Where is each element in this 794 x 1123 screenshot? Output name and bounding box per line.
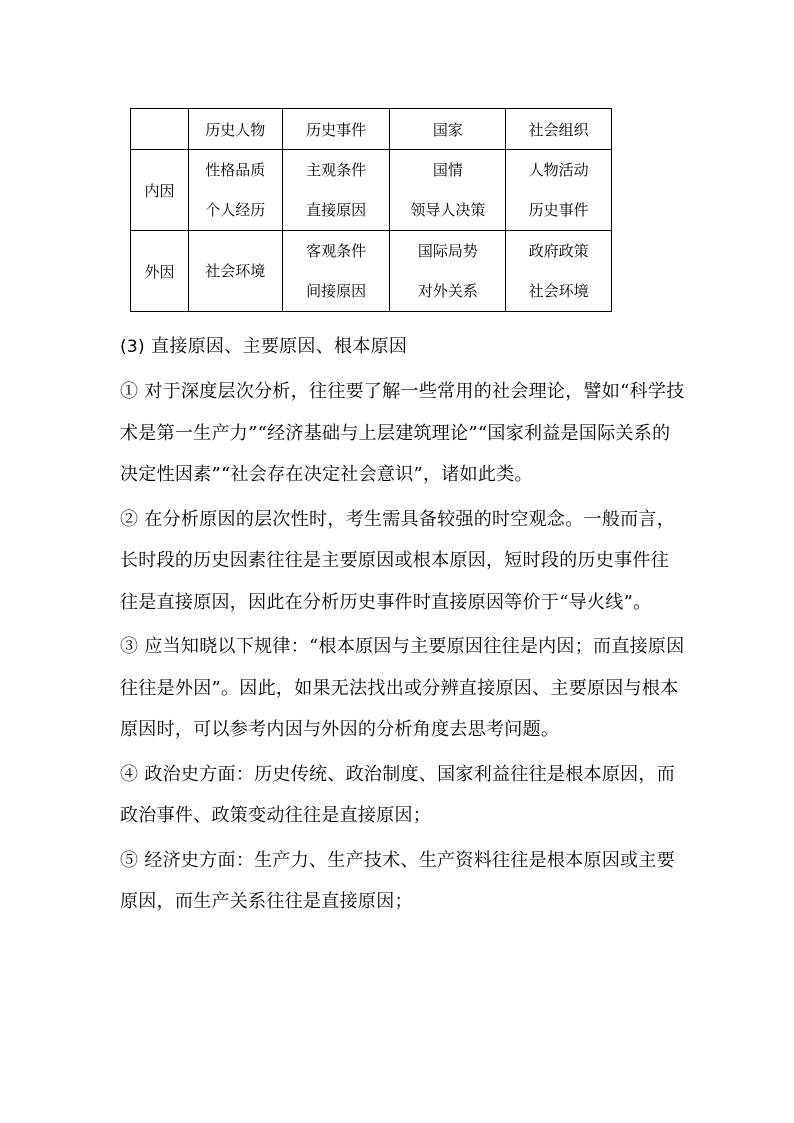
table-cell [188, 150, 282, 231]
table-cell [390, 231, 506, 312]
cell-line: 历史事件 [528, 201, 589, 219]
cell-line: 性格品质 [205, 161, 266, 179]
cell-line: 领导人决策 [410, 201, 486, 219]
table-cell [188, 231, 282, 312]
cell-line: 间接原因 [306, 282, 367, 300]
table-cell [282, 150, 390, 231]
table-header-cell: 国家 [390, 109, 506, 150]
cell-line: 主观条件 [306, 161, 367, 179]
table-header-cell: 历史事件 [282, 109, 390, 150]
factor-table [130, 108, 612, 312]
table-row [131, 150, 612, 231]
table-header-cell: 历史人物 [188, 109, 282, 150]
cell-line: 人物活动 [528, 161, 589, 179]
paragraph: ③ 应当知晓以下规律：“根本原因与主要原因往往是内因；而直接原因往往是外因”。因此，如果无法找出或分辨直接原因、主要原因与根本原因时，可以参考内因与外因的分析角度去思考问题。 [120, 636, 685, 740]
cell-line: 直接原因 [306, 201, 367, 219]
table-row [131, 231, 612, 312]
cell-line: 个人经历 [205, 201, 266, 219]
row-label: 外因 [131, 231, 189, 312]
section-heading [120, 326, 685, 368]
table-header-row [131, 109, 612, 150]
paragraph: ② 在分析原因的层次性时，考生需具备较强的时空观念。一般而言，长时段的历史因素往往是主要原因或根本原因，短时段的历史事件往往是直接原因，因此在分析历史事件时直接原因等价于“导火线”。 [120, 508, 676, 613]
cell-line: 对外关系 [417, 282, 478, 300]
cell-line: 客观条件 [306, 242, 367, 260]
paragraph: ⑤ 经济史方面：生产力、生产技术、生产资料往往是根本原因或主要原因，而生产关系往往是直接原因； [120, 849, 676, 912]
table-corner-cell [131, 109, 189, 150]
cell-line: 国际局势 [417, 242, 478, 260]
paragraph: ① 对于深度层次分析，往往要了解一些常用的社会理论，譬如“科学技术是第一生产力”“经济基础与上层建筑理论”“国家利益是国际关系的决定性因素”“社会存在决定社会意识”，诸如此类。 [120, 381, 685, 485]
cell-line: 国情 [432, 161, 463, 179]
table-header-cell: 社会组织 [506, 109, 612, 150]
cell-line: 政府政策 [528, 242, 589, 260]
table-cell [282, 231, 390, 312]
cell-line: 社会环境 [205, 262, 266, 280]
body-text [120, 326, 685, 923]
section-number: (3) [120, 337, 145, 357]
row-label: 内因 [131, 150, 189, 231]
paragraph: ④ 政治史方面：历史传统、政治制度、国家利益往往是根本原因，而政治事件、政策变动往往是直接原因； [120, 763, 676, 826]
table-cell [390, 150, 506, 231]
section-title: 直接原因、主要原因、根本原因 [151, 336, 408, 357]
table-cell [506, 231, 612, 312]
cell-line: 社会环境 [528, 282, 589, 300]
table-cell [506, 150, 612, 231]
